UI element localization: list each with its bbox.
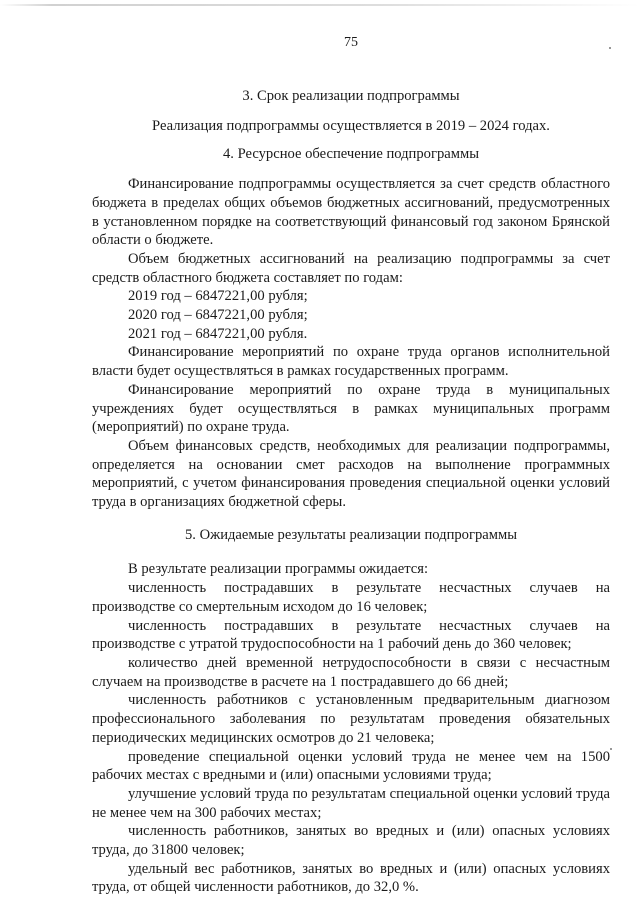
result-item: численность пострадавших в результате несчастных случаев на производстве со смертельным исходом до 16 человек; <box>92 580 610 615</box>
results-intro: В результате реализации программы ожидается: <box>128 561 429 578</box>
result-item: количество дней временной нетрудоспособности в связи с несчастным случаем на производстве в расчете на 1 пострадавшего до 66 дней; <box>92 654 610 690</box>
section-3-heading: 3. Срок реализации подпрограммы <box>242 88 460 104</box>
term-text: Реализация подпрограммы осуществляется в 2019 – 2024 годах. <box>152 117 550 134</box>
section-5-heading: 5. Ожидаемые результаты реализации подпрограммы <box>184 526 518 543</box>
resources-paragraph-1: Финансирование подпрограммы осуществляется за счет средств областного бюджета в пределах общих объемов бюджетных ассигнований, предусмотренных в установленном порядке на соответствующий финансовый год законом Брянской области о бюджете. <box>92 176 610 249</box>
result-item: улучшение условий труда по результатам специальной оценки условий труда не менее чем на 300 рабочих местах; <box>92 785 610 821</box>
resources-paragraph-3: Финансирование мероприятий по охране труда органов исполнительной власти будет осуществляться в рамках государственных программ. <box>92 344 610 380</box>
result-item: численность пострадавших в результате несчастных случаев на производстве с утратой трудоспособности на 1 рабочий день до 360 человек; <box>92 617 610 653</box>
scan-speck <box>610 748 612 750</box>
resources-paragraph-2: Объем бюджетных ассигнований на реализацию подпрограммы за счет средств областного бюджета составляет по годам: <box>92 250 610 286</box>
resources-paragraph-5: Объем финансовых средств, необходимых для реализации подпрограммы, определяется на основании смет расходов на выполнение программных мероприятий, с учетом финансирования проведения специальной оценки условий труда в организациях бюджетной сферы. <box>92 437 610 511</box>
result-item: удельный вес работников, занятых во вредных и (или) опасных условиях труда, от общей численности работников, до 32,0 %. <box>92 860 610 896</box>
resources-paragraph-4: Финансирование мероприятий по охране труда в муниципальных учреждениях будет осуществляться в рамках муниципальных программ (мероприятий) по охране труда. <box>92 381 610 436</box>
year-line-2019: 2019 год – 6847221,00 рубля; <box>128 288 308 305</box>
page-number: 75 <box>344 35 358 50</box>
document-page <box>92 34 610 897</box>
result-item: численность работников с установленным предварительным диагнозом профессионального заболевания по результатам проведения обязательных периодических медицинских осмотров до 21 человека; <box>92 692 610 746</box>
result-item: численность работников, занятых во вредных и (или) опасных условиях труда, до 31800 человек; <box>92 823 610 859</box>
scan-top-edge <box>0 4 640 6</box>
year-line-2020: 2020 год – 6847221,00 рубля; <box>128 307 308 324</box>
result-item: проведение специальной оценки условий труда не менее чем на 1500 рабочих местах с вредными и (или) опасными условиями труда; <box>92 748 610 784</box>
year-line-2021: 2021 год – 6847221,00 рубля. <box>128 325 308 342</box>
section-4-heading: 4. Ресурсное обеспечение подпрограммы <box>222 146 479 163</box>
